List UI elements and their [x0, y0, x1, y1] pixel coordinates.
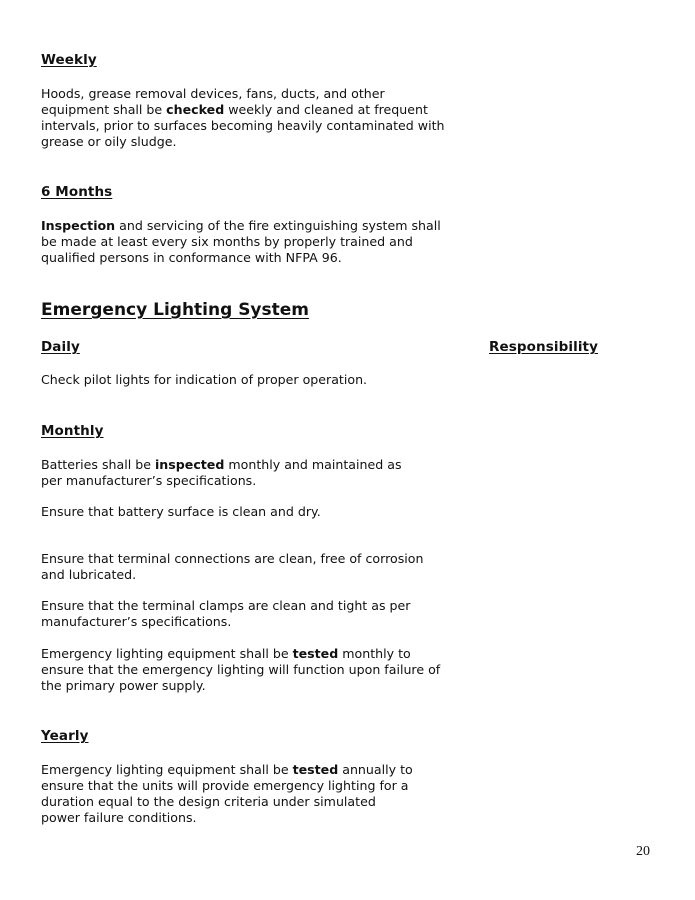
monthly-bold-tested: tested — [292, 646, 339, 661]
monthly-item-0-before: Batteries shall be — [41, 457, 155, 472]
weekly-heading: Weekly — [41, 52, 97, 68]
responsibility-heading: Responsibility — [489, 339, 598, 355]
monthly-item-battery-surface — [41, 504, 451, 520]
monthly-item-terminal-connections — [41, 551, 447, 583]
monthly-item-batteries — [41, 457, 416, 489]
six-months-heading: 6 Months — [41, 184, 113, 200]
six-months-paragraph — [41, 218, 446, 266]
monthly-item-0-after: monthly and maintained as per manufacturer’s specifications. — [41, 457, 402, 488]
daily-text: Check pilot lights for indication of proper operation. — [41, 372, 368, 387]
monthly-item-1-text: Ensure that battery surface is clean and dry. — [41, 504, 321, 519]
monthly-item-4-before: Emergency lighting equipment shall be — [41, 646, 293, 661]
emergency-lighting-title: Emergency Lighting System — [41, 300, 310, 320]
monthly-item-2-text: Ensure that terminal connections are clean, free of corrosion and lubricated. — [41, 551, 424, 582]
yearly-paragraph — [41, 762, 416, 826]
weekly-text-before: Hoods, grease removal devices, fans, ducts, and other equipment shall be — [41, 86, 385, 117]
yearly-heading: Yearly — [41, 728, 89, 744]
yearly-bold-tested: tested — [292, 762, 339, 777]
yearly-text-before: Emergency lighting equipment shall be — [41, 762, 293, 777]
yearly-text-after: annually to ensure that the units will provide emergency lighting for a duration equal to the design criteria under simulated power failure conditions. — [41, 762, 413, 825]
monthly-item-testing — [41, 646, 446, 694]
weekly-bold-checked: checked — [166, 102, 225, 117]
daily-heading: Daily — [41, 339, 80, 355]
monthly-bold-inspected: inspected — [154, 457, 225, 472]
monthly-item-3-text: Ensure that the terminal clamps are clean and tight as per manufacturer’s specifications. — [41, 598, 411, 629]
monthly-item-terminal-clamps — [41, 598, 416, 630]
monthly-heading: Monthly — [41, 423, 104, 439]
weekly-text-after: weekly and cleaned at frequent intervals, prior to surfaces becoming heavily contaminated with grease or oily sludge. — [41, 102, 445, 149]
monthly-item-4-after: monthly to ensure that the emergency lighting will function upon failure of the primary power supply. — [41, 646, 441, 693]
six-months-text: and servicing of the fire extinguishing system shall be made at least every six months by properly trained and qualified persons in conformance with NFPA 96. — [41, 218, 441, 265]
weekly-paragraph — [41, 86, 449, 150]
daily-paragraph — [41, 372, 451, 388]
page-number: 20 — [636, 844, 650, 859]
six-months-bold-inspection: Inspection — [41, 218, 116, 233]
